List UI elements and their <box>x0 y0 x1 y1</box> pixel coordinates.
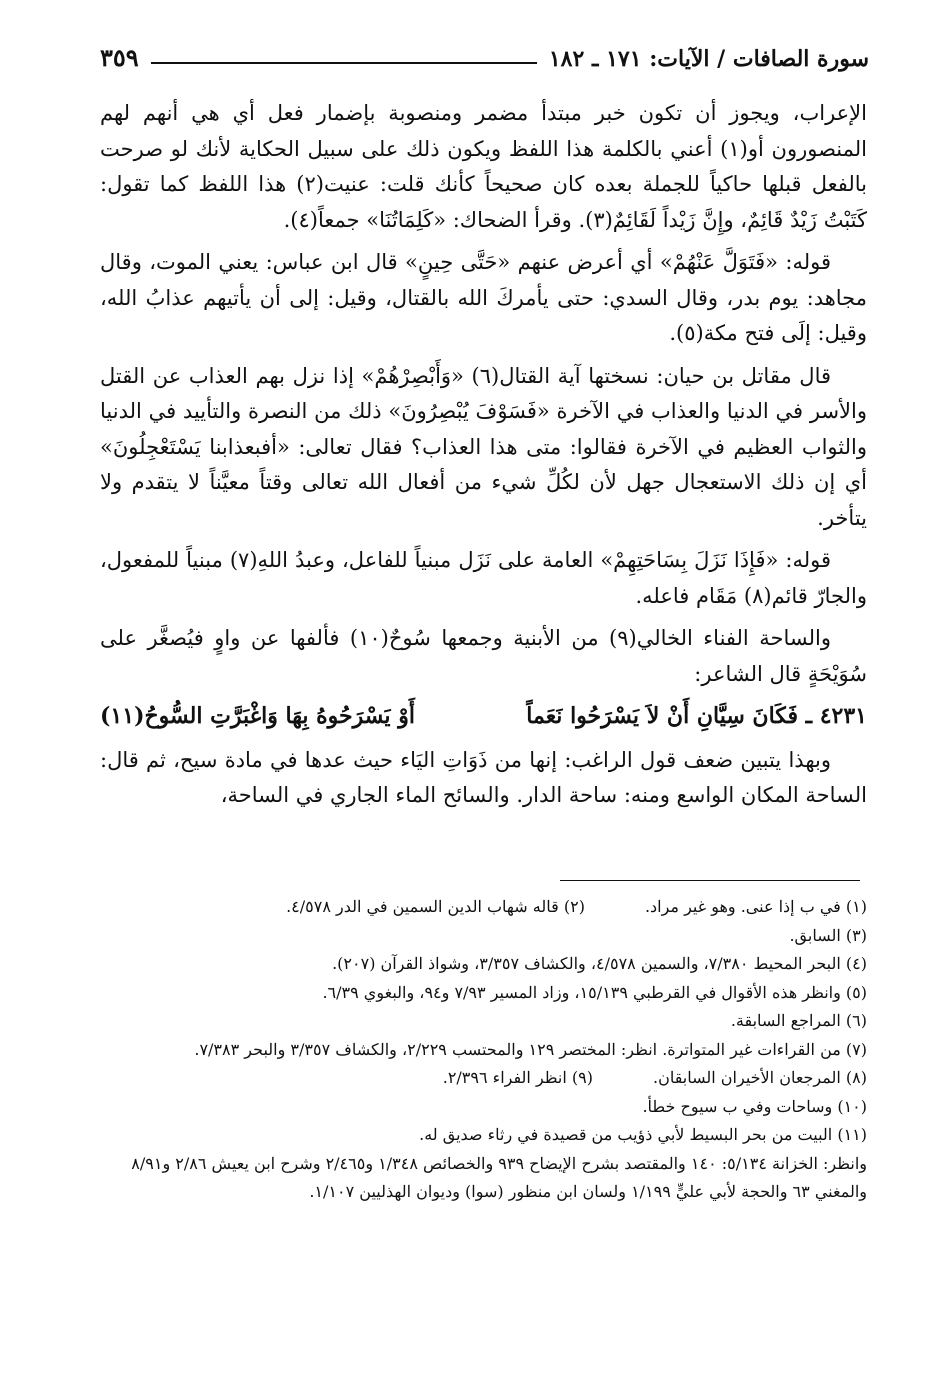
paragraph: قوله: «فَتَوَلَّ عَنْهُمْ» أي أعرض عنهم «حَتَّى حِينٍ» قال ابن عباس: يعني الموت، وقال مجاهد: يوم بدر، وقال السدي: حتى يأمركَ الله بالقتال، وقيل: إلى أن يأتيهم عذابُ الله، وقيل: إلَى فتح مكة(٥). <box>100 250 867 345</box>
footnote-row <box>100 893 867 922</box>
footnote-11: (١١) البيت من بحر البسيط لأبي ذؤيب من قصيدة في رثاء صديق له. <box>419 1125 867 1144</box>
surah-title: سورة الصافات / الآيات: ١٧١ ـ ١٨٢ <box>548 46 869 72</box>
running-header <box>100 32 869 72</box>
footnote-7: (٧) من القراءات غير المتواترة. انظر: المختصر ١٢٩ والمحتسب ٢/٢٢٩، والكشاف ٣/٣٥٧ والبحر ٧/٣٨٣. <box>194 1039 867 1059</box>
paragraph: قال مقاتل بن حيان: نسختها آية القتال(٦) «وَأَبْصِرْهُمْ» إذا نزل بهم العذاب عن القتل والأسر في الدنيا والعذاب في الآخرة «فَسَوْفَ يُبْصِرُونَ» ذلك من النصرة والتأييد في الدنيا والثواب العظيم في الآخرة فقالوا: متى هذا العذاب؟ فقال تعالى: «أفبعذابنا يَسْتَعْجِلُونَ» أي إن ذلك الاستعجال جهل لأن لكُلِّ شيء من أفعال الله تعالى وقتاً معيَّناً لا يتقدم ولا يتأخر. <box>100 363 867 530</box>
paragraph: وبهذا يتبين ضعف قول الراغب: إنها من ذَوَاتِ اليَاء حيث عدها في مادة سيح، ثم قال: الساحة المكان الواسع ومنه: ساحة الدار. والسائح الماء الجاري في الساحة، <box>100 747 867 807</box>
footnote-5: (٥) وانظر هذه الأقوال في القرطبي ١٥/١٣٩، وزاد المسير ٧/٩٣ و٩٤، والبغوي ٦/٣٩. <box>322 982 867 1002</box>
footnote-9: (٩) انظر الفراء ٢/٣٩٦. <box>442 1068 593 1087</box>
footnote-1: (١) في ب إذا عنى. وهو غير مراد. <box>644 897 867 916</box>
footnote-row <box>100 1064 867 1093</box>
main-text <box>100 96 867 821</box>
poetry-verse <box>100 699 867 735</box>
paragraph: والساحة الفناء الخالي(٩) من الأبنية وجمعها سُوحٌ(١٠) فألفها عن واوٍ فيُصغَّر على سُوَيْحَةٍ قال الشاعر: <box>100 626 867 686</box>
footnote-8: (٨) المرجعان الأخيران السابقان. <box>652 1068 867 1087</box>
footnote-3: (٣) السابق. <box>789 925 867 945</box>
paragraph: الإعراب، ويجوز أن تكون خبر مبتدأ مضمر ومنصوبة بإضمار فعل أي هي أنهم لهم المنصورون أو(١) أعني بالكلمة هذا اللفظ ويكون ذلك على سبيل الحكاية لأنك لو صرحت بالفعل قبلها حاكياً للجملة بعده كان صحيحاً كأنك قلت: عنيت(٢) هذا اللفظ كما تقول: كَتَبْتُ زَيْدٌ قَائِمٌ، وإِنَّ زَيْداً لَقَائِمٌ(٣). وقرأ الضحاك: «كَلِمَاتُنَا» جمعاً(٤). <box>100 101 867 232</box>
footnote-separator <box>560 880 860 881</box>
header-rule <box>151 62 537 64</box>
footnote-2: (٢) قاله شهاب الدين السمين في الدر ٤/٥٧٨. <box>286 897 585 916</box>
paragraph: قوله: «فَإِذَا نَزَلَ بِسَاحَتِهِمْ» العامة على نَزَل مبنياً للفاعل، وعبدُ اللهِ(٧) مبنياً للمفعول، والجارّ قائم(٨) مَقَام فاعله. <box>100 548 867 608</box>
footnote-4: (٤) البحر المحيط ٧/٣٨٠، والسمين ٤/٥٧٨، والكشاف ٣/٣٥٧، وشواذ القرآن (٢٠٧). <box>332 954 867 973</box>
verse-first-hemistich: ٤٢٣١ ـ فَكَانَ سِيَّانِ أَنْ لاَ يَسْرَحُوا نَعَماً <box>526 703 867 729</box>
footnote-11-continuation: وانظر: الخزانة ٥/١٣٤: ١٤٠ والمقتصد بشرح الإيضاح ٩٣٩ والخصائص ١/٣٤٨ و٢/٤٦٥ وشرح ابن يعيش ٢/٨٦ و٨/٩١ والمغني ٦٣ والحجة لأبي عليٍّ ١/١٩٩ ولسان ابن منظور (سوا) وديوان الهذليين ١/١٠٧. <box>131 1153 867 1201</box>
footnote-10: (١٠) وساحات وفي ب سيوح خطأ. <box>642 1096 867 1116</box>
page-number: ٣٥٩ <box>100 43 139 72</box>
footnote-6: (٦) المراجع السابقة. <box>730 1011 867 1030</box>
footnotes <box>100 893 867 1207</box>
verse-second-hemistich: أَوْ يَسْرَحُوهُ بِهَا وَاغْبَرَّتِ السُّوحُ(١١) <box>100 703 415 729</box>
